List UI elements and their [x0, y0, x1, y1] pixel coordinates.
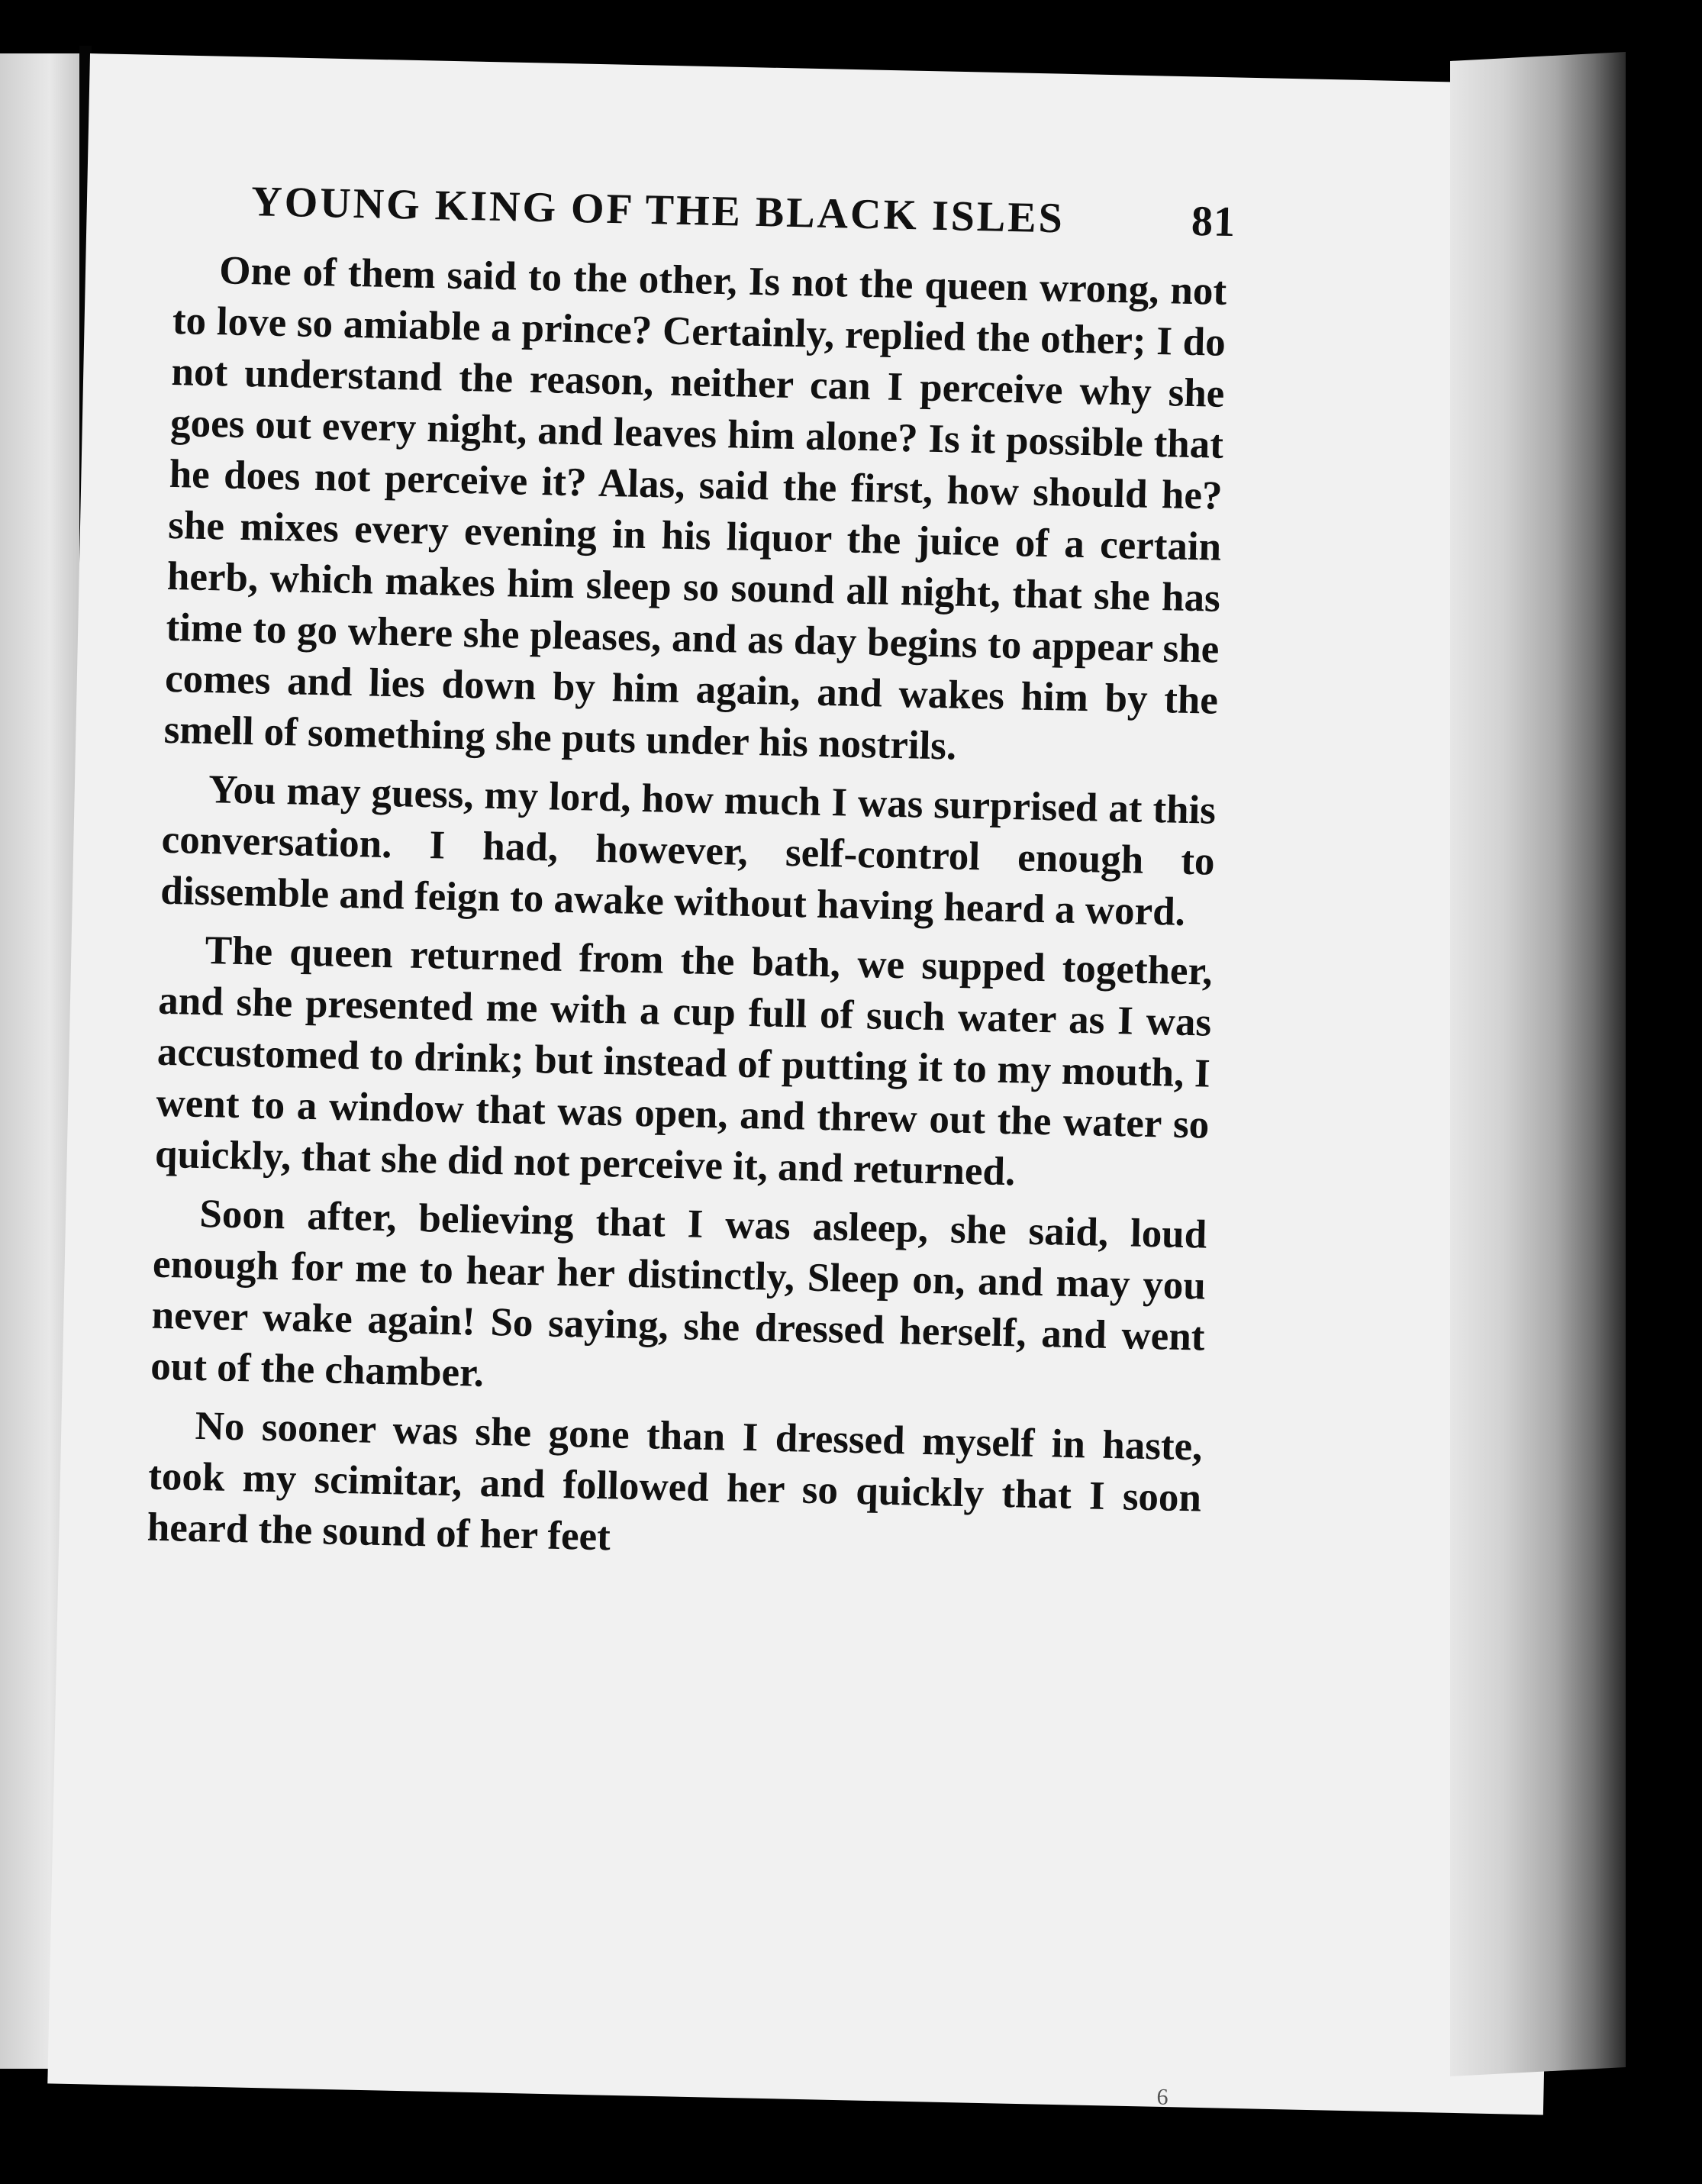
page-text-block	[147, 176, 1236, 2110]
paragraph: Soon after, believing that I was asleep, she said, loud enough for me to hear her distinctly, Sleep on, and may you never wake again! So saying, she dressed herself, and went out of the chamber.	[150, 1191, 1207, 1395]
paragraph: No sooner was she gone than I dressed myself in haste, took my scimitar, and followed her so quickly that I soon heard the sound of her feet	[147, 1403, 1204, 1560]
paragraph: You may guess, my lord, how much I was surprised at this conversation. I had, however, self-control enough to dissemble and feign to awake without having heard a word.	[160, 767, 1217, 934]
signature-mark: 6	[1156, 2084, 1169, 2110]
body-text	[147, 244, 1227, 1576]
paragraph: The queen returned from the bath, we supped together, and she presented me with a cup full of such water as I was accustomed to drink; but instead of putting it to my mouth, I went to a window that was open, and threw out the water so quickly, that she did not perceive it, and returned.	[154, 928, 1214, 1195]
page-number: 81	[1191, 197, 1236, 247]
page-fore-edge	[1450, 52, 1626, 2076]
running-title: YOUNG KING OF THE BLACK ISLES	[250, 178, 1065, 243]
paragraph: One of them said to the other, Is not the queen wrong, not to love so amiable a prince? Certainly, replied the other; I do not understand the reason, neither can I perceive why she goes out every night, and leaves him alone? Is it possible that he does not perceive it? Alas, said the first, how should he? she mixes every evening in his liquor the juice of a certain herb, which makes him sleep so sound all night, that she has time to go where she pleases, and as day begins to appear she comes and lies down by him again, and wakes him by the smell of something she puts under his nostrils.	[163, 248, 1227, 769]
